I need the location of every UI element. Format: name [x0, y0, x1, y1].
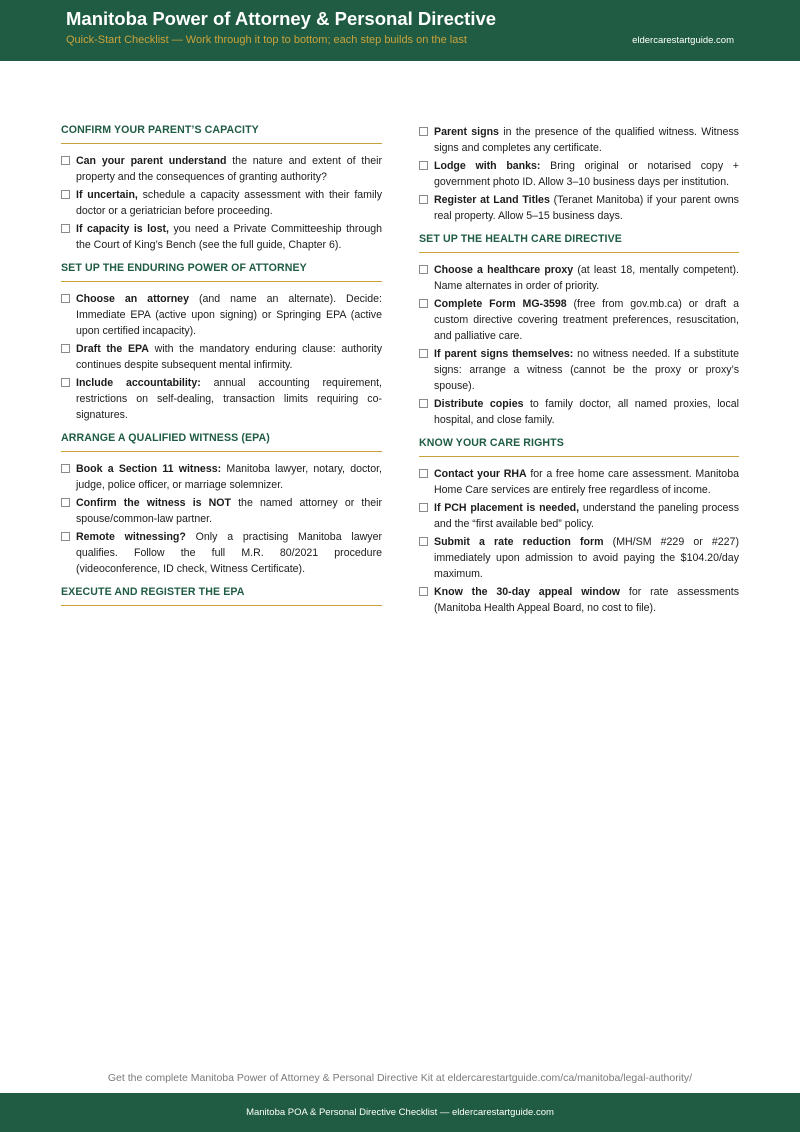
- checklist-item-lead: Draft the EPA: [76, 343, 149, 355]
- checkbox[interactable]: [61, 294, 70, 303]
- section-title: SET UP THE HEALTH CARE DIRECTIVE: [419, 233, 739, 253]
- checklist-item-detail: in the presence of the qualified witness. Witness signs and completes any certificate.: [434, 126, 739, 154]
- checklist-item-detail: for rate assessments (Manitoba Health Appeal Board, no cost to file).: [434, 586, 739, 614]
- checklist-item-detail: the named attorney or their spouse/common-law partner.: [76, 497, 382, 525]
- checklist-item: [419, 466, 739, 498]
- checklist-item-lead: Parent signs: [434, 126, 499, 138]
- checkbox[interactable]: [419, 195, 428, 204]
- checklist-section-set-up-the-enduring-power-of-attorney: [61, 262, 382, 423]
- checkbox[interactable]: [61, 464, 70, 473]
- checklist-item-text: [434, 584, 739, 616]
- checkbox[interactable]: [61, 498, 70, 507]
- checklist-item-lead: Submit a rate reduction form: [434, 536, 604, 548]
- checklist-item-lead: Choose a healthcare proxy: [434, 264, 574, 276]
- checklist-item: [419, 584, 739, 616]
- checklist-item-text: [76, 221, 382, 253]
- checklist-item: [61, 153, 382, 185]
- checklist: [61, 291, 382, 423]
- checklist-section-know-your-care-rights: [419, 437, 739, 616]
- checklist-item-text: [76, 375, 382, 423]
- checklist-item-text: [434, 296, 739, 344]
- checklist-item-text: [434, 262, 739, 294]
- checkbox[interactable]: [419, 299, 428, 308]
- checklist-item-lead: Confirm the witness is NOT: [76, 497, 231, 509]
- section-title: CONFIRM YOUR PARENT’S CAPACITY: [61, 124, 382, 144]
- checklist-item-text: [76, 529, 382, 577]
- checklist-item-detail: for a free home care assessment. Manitoba Home Care services are entirely free regardless of income.: [434, 468, 739, 496]
- section-title: SET UP THE ENDURING POWER OF ATTORNEY: [61, 262, 382, 282]
- checklist-item-text: [434, 500, 739, 532]
- checkbox[interactable]: [419, 503, 428, 512]
- checkbox[interactable]: [61, 156, 70, 165]
- checklist: [419, 262, 739, 428]
- checklist-item-detail: the nature and extent of their property and the consequences of granting authority?: [76, 155, 382, 183]
- checklist-item-text: [434, 396, 739, 428]
- checklist-item-lead: Complete Form MG-3598: [434, 298, 567, 310]
- checklist-item: [419, 396, 739, 428]
- checklist-item-detail: (Teranet Manitoba) if your parent owns real property. Allow 5–15 business days.: [434, 194, 739, 222]
- checklist-item: [419, 500, 739, 532]
- section-title: ARRANGE A QUALIFIED WITNESS (EPA): [61, 432, 382, 452]
- checklist-item-detail: understand the paneling process and the “first available bed” policy.: [434, 502, 739, 530]
- checklist-item-text: [434, 466, 739, 498]
- page-header: [0, 0, 800, 61]
- checklist-item: [419, 192, 739, 224]
- checkbox[interactable]: [419, 587, 428, 596]
- checklist-section-execute-and-register-the-epa: [61, 586, 382, 606]
- footer-bar: [0, 1093, 800, 1132]
- checklist-item: [419, 124, 739, 156]
- page-title: Manitoba Power of Attorney & Personal Directive: [66, 8, 497, 29]
- checklist-item-text: [434, 534, 739, 582]
- checklist-item-lead: Remote witnessing?: [76, 531, 186, 543]
- checklist-section-set-up-the-health-care-directive: [419, 233, 739, 428]
- checkbox[interactable]: [61, 378, 70, 387]
- checkbox[interactable]: [61, 344, 70, 353]
- checklist-item-text: [434, 158, 739, 190]
- checklist-item-text: [76, 291, 382, 339]
- checklist-item: [419, 296, 739, 344]
- checklist-item-lead: If PCH placement is needed,: [434, 502, 580, 514]
- checklist-item-text: [76, 341, 382, 373]
- checklist-item-detail: to family doctor, all named proxies, local hospital, and close family.: [434, 398, 739, 426]
- checklist-item-detail: Only a practising Manitoba lawyer qualifies. Follow the full M.R. 80/2021 procedure (videoconference, ID check, Witness Certificate).: [76, 531, 382, 575]
- checkbox[interactable]: [61, 224, 70, 233]
- checklist-section-confirm-your-parent-s-capacity: [61, 124, 382, 253]
- checklist-item-lead: Can your parent understand: [76, 155, 227, 167]
- checklist-item: [419, 346, 739, 394]
- checkbox[interactable]: [419, 469, 428, 478]
- checklist-item-lead: If parent signs themselves:: [434, 348, 574, 360]
- checklist-item-detail: with the mandatory enduring clause: authority continues despite subsequent mental infirmity.: [76, 343, 382, 371]
- checklist-item: [61, 529, 382, 577]
- checklist-item-detail: (MH/SM #229 or #227) immediately upon admission to avoid paying the $104.20/day maximum.: [434, 536, 739, 580]
- footer-kit-link[interactable]: Get the complete Manitoba Power of Attorney & Personal Directive Kit at eldercarestartguide.com/ca/manitoba/legal-authority/: [107, 1072, 693, 1084]
- checklist-item: [61, 461, 382, 493]
- checklist-item-detail: Bring original or notarised copy + government photo ID. Allow 3–10 business days per institution.: [434, 160, 739, 188]
- checkbox[interactable]: [61, 190, 70, 199]
- checklist: [61, 461, 382, 577]
- checklist-item-text: [434, 192, 739, 224]
- checklist-item-detail: (at least 18, mentally competent). Name alternates in order of priority.: [434, 264, 739, 292]
- checklist-item: [419, 534, 739, 582]
- checklist-item-text: [434, 124, 739, 156]
- checklist-item-detail: (and name an alternate). Decide: Immediate EPA (active upon signing) or Springing EPA (active upon certified incapacity).: [76, 293, 382, 337]
- checklist-item-lead: Choose an attorney: [76, 293, 189, 305]
- checklist-section-continued: [419, 124, 739, 224]
- checklist-item: [61, 221, 382, 253]
- checklist-item: [61, 291, 382, 339]
- checklist: [61, 153, 382, 253]
- checklist-item: [419, 158, 739, 190]
- checklist-item-detail: no witness needed. If a substitute signs: arrange a witness (cannot be the proxy or proxy’s spouse).: [434, 348, 739, 392]
- checkbox[interactable]: [419, 265, 428, 274]
- left-column: [61, 124, 382, 615]
- checklist-item-lead: Know the 30-day appeal window: [434, 586, 621, 598]
- checkbox[interactable]: [419, 349, 428, 358]
- checklist-item: [419, 262, 739, 294]
- checklist-item-detail: Manitoba lawyer, notary, doctor, judge, police officer, or marriage solemnizer.: [76, 463, 382, 491]
- checklist-item-text: [76, 495, 382, 527]
- checklist-item-lead: If capacity is lost,: [76, 223, 169, 235]
- checklist-item-lead: If uncertain,: [76, 189, 138, 201]
- right-column: [419, 124, 739, 625]
- checklist-item-text: [434, 346, 739, 394]
- checklist-item-lead: Register at Land Titles: [434, 194, 550, 206]
- checklist-item-detail: (free from gov.mb.ca) or draft a custom directive covering treatment preferences, resuscitation, and palliative care.: [434, 298, 739, 342]
- checklist-item-text: [76, 153, 382, 185]
- checkbox[interactable]: [61, 532, 70, 541]
- checklist-item-detail: annual accounting requirement, restrictions on self-dealing, transaction limits requiring co-signatures.: [76, 377, 382, 421]
- checklist-item-detail: schedule a capacity assessment with their family doctor or a geriatrician before proceeding.: [76, 189, 382, 217]
- checklist-item-lead: Lodge with banks:: [434, 160, 541, 172]
- checklist-item: [61, 341, 382, 373]
- checkbox[interactable]: [419, 399, 428, 408]
- checklist: [419, 124, 739, 224]
- checklist-item-lead: Contact your RHA: [434, 468, 527, 480]
- checkbox[interactable]: [419, 161, 428, 170]
- page-subtitle: Quick-Start Checklist — Work through it top to bottom; each step builds on the last: [66, 34, 467, 46]
- header-site-link[interactable]: eldercarestartguide.com: [632, 35, 734, 46]
- checklist-item-text: [76, 187, 382, 219]
- checklist-section-arrange-a-qualified-witness-epa: [61, 432, 382, 577]
- checklist-item-lead: Include accountability:: [76, 377, 201, 389]
- checklist-item-lead: Book a Section 11 witness:: [76, 463, 222, 475]
- checklist: [419, 466, 739, 616]
- checklist-item-detail: you need a Private Committeeship through the Court of King’s Bench (see the full guide, Chapter 6).: [76, 223, 382, 251]
- checklist-item-text: [76, 461, 382, 493]
- checklist-item: [61, 495, 382, 527]
- checklist-item-lead: Distribute copies: [434, 398, 524, 410]
- footer-bar-text: Manitoba POA & Personal Directive Checklist — eldercarestartguide.com: [246, 1107, 554, 1118]
- checklist-item: [61, 375, 382, 423]
- checkbox[interactable]: [419, 537, 428, 546]
- section-title: KNOW YOUR CARE RIGHTS: [419, 437, 739, 457]
- checkbox[interactable]: [419, 127, 428, 136]
- section-title: EXECUTE AND REGISTER THE EPA: [61, 586, 382, 606]
- checklist-item: [61, 187, 382, 219]
